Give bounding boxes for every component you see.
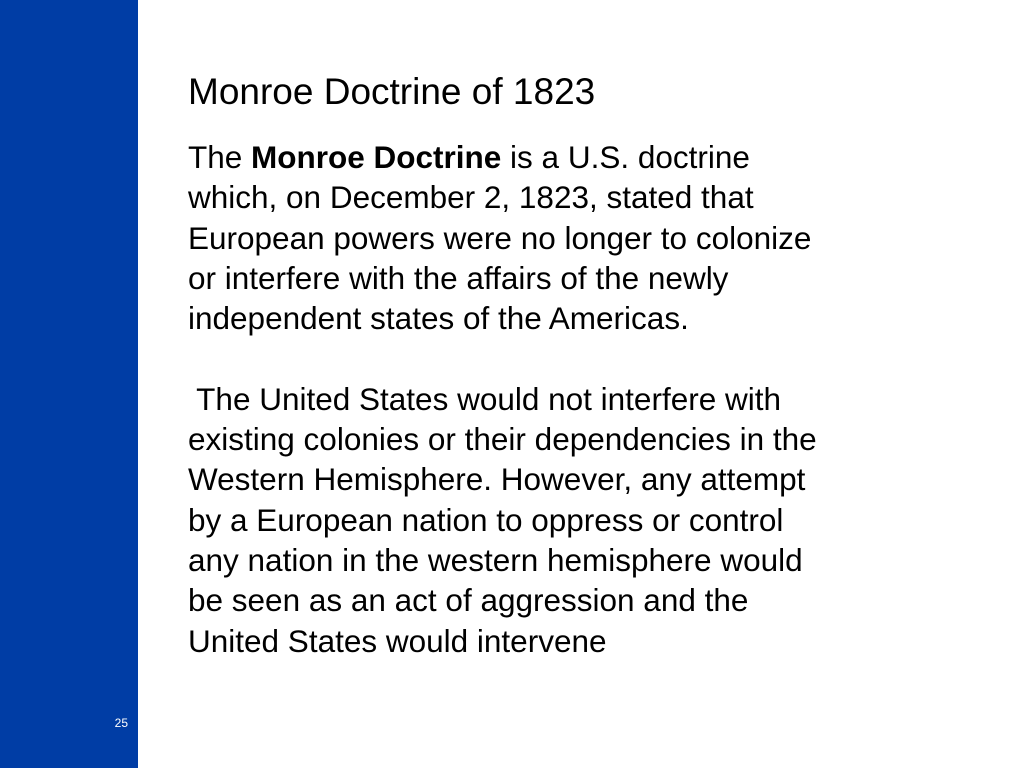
paragraph-line: any nation in the western hemisphere would [188, 541, 803, 578]
paragraph-line: European powers were no longer to colonize [188, 219, 812, 256]
bold-term: Monroe Doctrine [251, 139, 502, 175]
paragraph-line [188, 137, 948, 177]
paragraph-policy [188, 379, 948, 661]
sidebar-bar [0, 0, 138, 768]
paragraph-line: independent states of the Americas. [188, 300, 689, 337]
paragraph-line: The United States would not interfere with [188, 380, 781, 417]
paragraph-line: existing colonies or their dependencies in the [188, 421, 817, 458]
text-run: is a U.S. doctrine [501, 139, 750, 175]
slide-body [188, 137, 948, 661]
text-run: The [188, 139, 252, 175]
paragraph-line: or interfere with the affairs of the newly [188, 259, 729, 296]
paragraph-line: by a European nation to oppress or control [188, 501, 784, 538]
paragraph-line: be seen as an act of aggression and the [188, 582, 749, 619]
slide-title: Monroe Doctrine of 1823 [188, 71, 596, 112]
paragraph-line: Western Hemisphere. However, any attempt [188, 461, 806, 498]
paragraph-line: United States would intervene [188, 622, 607, 659]
slide-number: 25 [114, 716, 128, 730]
paragraph-line: which, on December 2, 1823, stated that [188, 179, 754, 216]
paragraph-definition [188, 137, 948, 338]
